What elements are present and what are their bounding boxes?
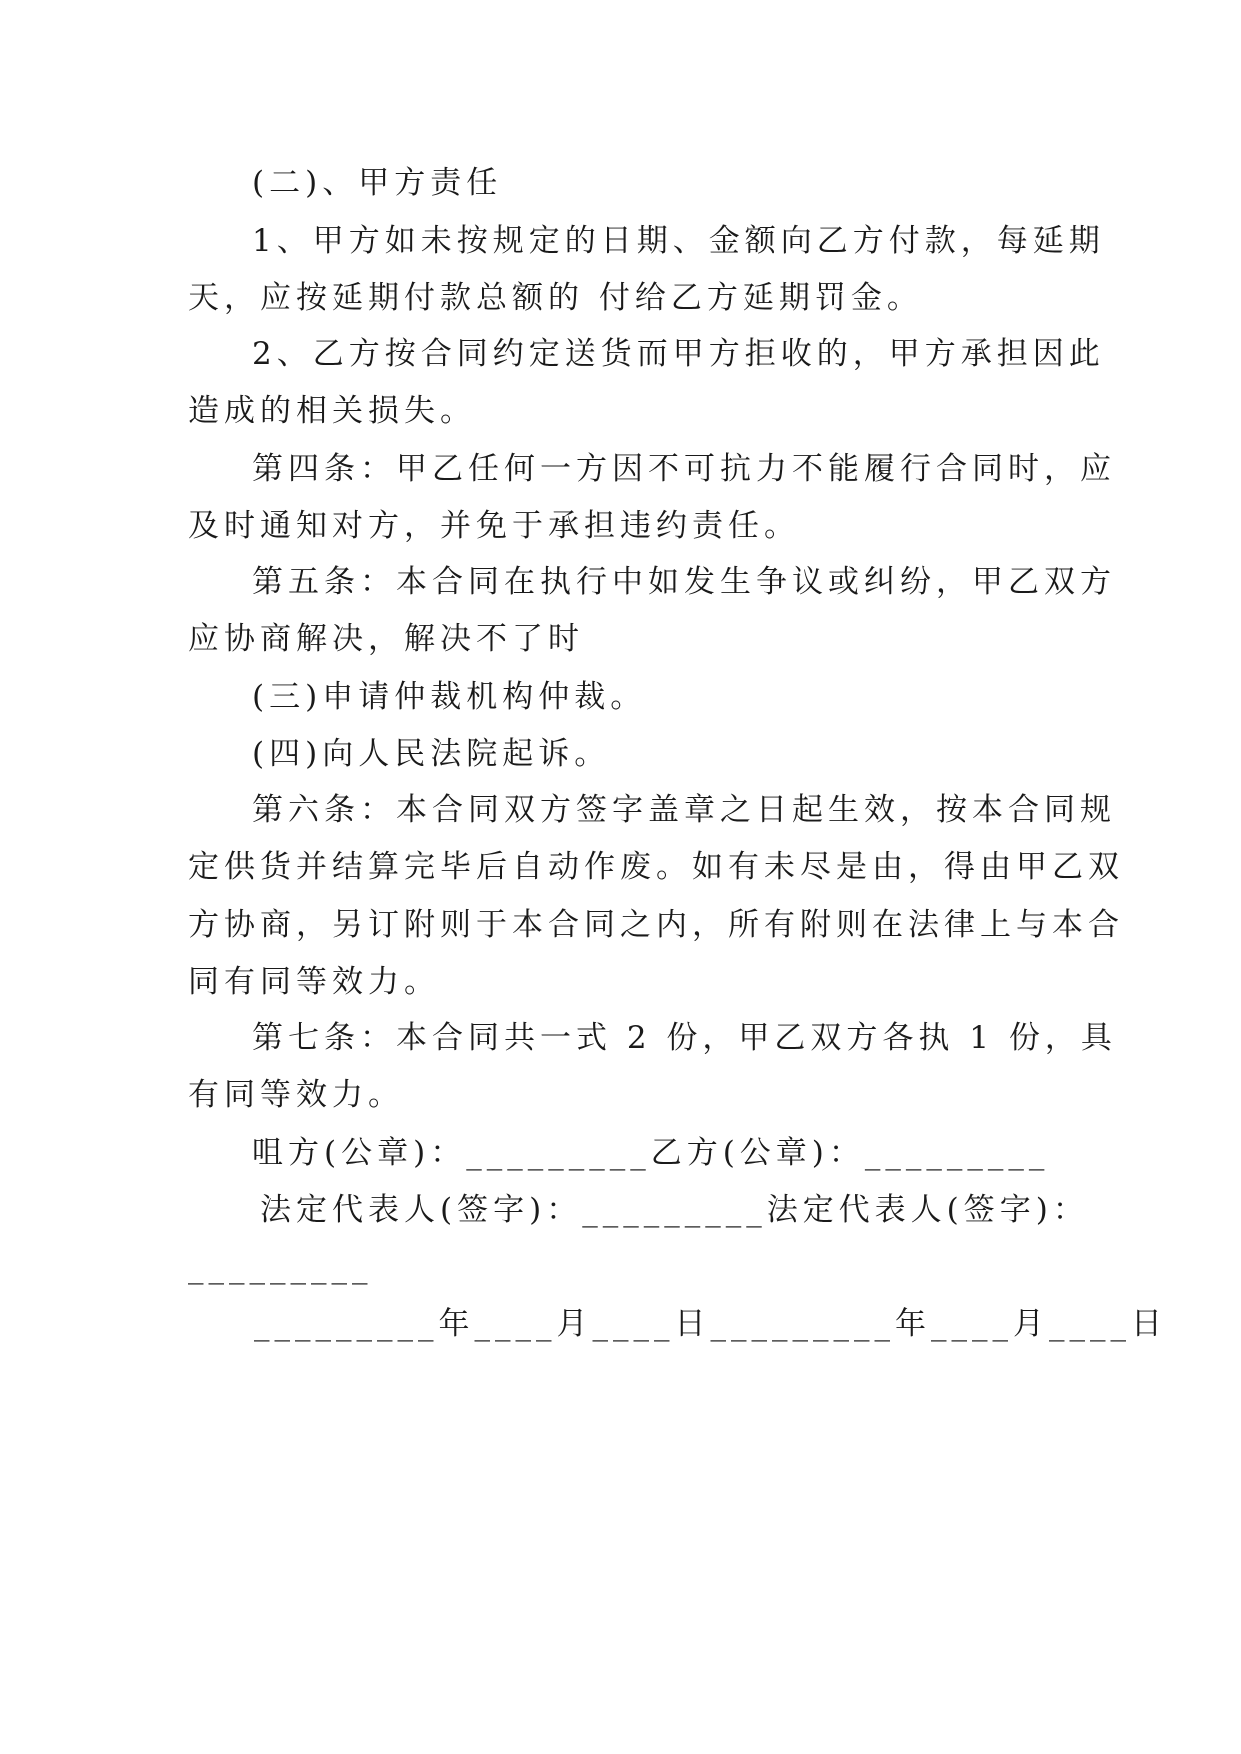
date-line: _________年____月____日_________年____月____日 — [254, 1306, 1167, 1342]
paragraph-line: 有同等效力。 — [188, 1077, 404, 1113]
section-heading-party-a-liability: (二)、甲方责任 — [252, 165, 503, 201]
paragraph-line: 定供货并结算完毕后自动作废。如有未尽是由，得由甲乙双 — [188, 849, 1124, 885]
signature-line: 法定代表人(签字)：_________法定代表人(签字)： — [260, 1192, 1089, 1228]
paragraph-line: 及时通知对方，并免于承担违约责任。 — [188, 508, 800, 544]
paragraph-line: 1、甲方如未按规定的日期、金额向乙方付款，每延期 — [252, 223, 1105, 259]
paragraph-line: 天，应按延期付款总额的 付给乙方延期罚金。 — [188, 280, 923, 316]
paragraph-line: (四)向人民法院起诉。 — [252, 736, 611, 772]
paragraph-line: 造成的相关损失。 — [188, 393, 476, 429]
paragraph-line: 2、乙方按合同约定送货而甲方拒收的，甲方承担因此 — [252, 336, 1105, 372]
paragraph-line: 应协商解决，解决不了时 — [188, 621, 584, 657]
paragraph-line: 方协商，另订附则于本合同之内，所有附则在法律上与本合 — [188, 907, 1124, 943]
signature-blank: _________ — [188, 1249, 373, 1285]
paragraph-line: 第六条：本合同双方签字盖章之日起生效，按本合同规 — [252, 792, 1116, 828]
paragraph-line: 第五条：本合同在执行中如发生争议或纠纷，甲乙双方 — [252, 564, 1116, 600]
paragraph-line: 同有同等效力。 — [188, 964, 440, 1000]
paragraph-line: 第七条：本合同共一式 2 份，甲乙双方各执 1 份，具 — [252, 1020, 1117, 1056]
paragraph-line: (三)申请仲裁机构仲裁。 — [252, 679, 647, 715]
paragraph-line: 第四条：甲乙任何一方因不可抗力不能履行合同时，应 — [252, 451, 1116, 487]
seal-line: 咀方(公章)：_________乙方(公章)：_________ — [252, 1135, 1050, 1171]
